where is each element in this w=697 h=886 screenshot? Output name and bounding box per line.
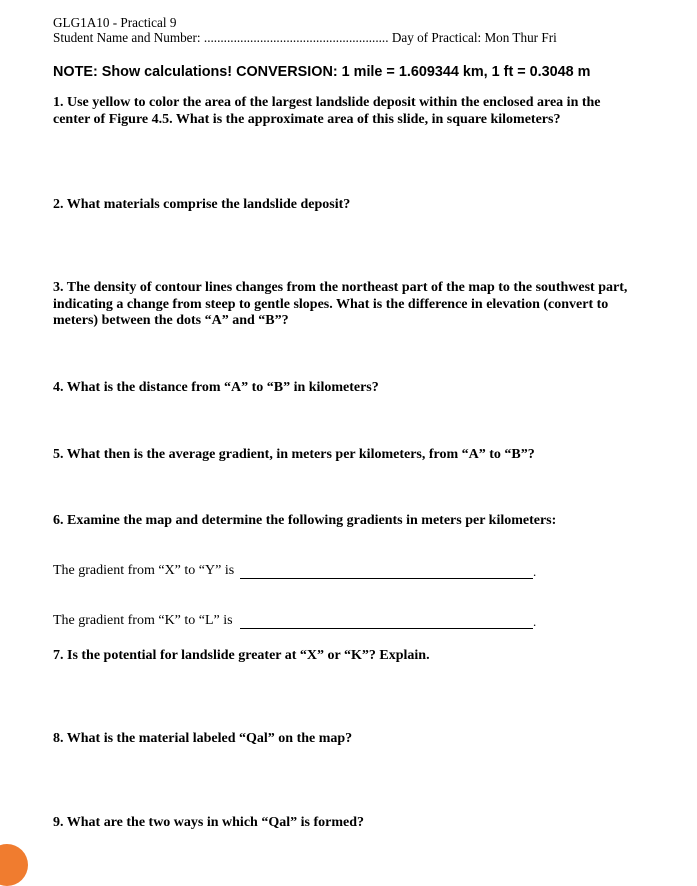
- question-4: 4. What is the distance from “A” to “B” in kilometers?: [53, 380, 379, 395]
- question-7: 7. Is the potential for landslide greater at “X” or “K”? Explain.: [53, 648, 430, 663]
- question-2: 2. What materials comprise the landslide deposit?: [53, 197, 351, 212]
- question-1: 1. Use yellow to color the area of the largest landslide deposit within the enclosed area in the center of Figure 4.5. What is the approximate area of this slide, in square kilometers?: [53, 95, 601, 127]
- question-3: 3. The density of contour lines changes from the northeast part of the map to the southwest part, indicating a change from steep to gentle slopes. What is the difference in elevation (convert to meters) between the dots “A” and “B”?: [53, 280, 628, 328]
- gradient-kl-period: .: [533, 614, 537, 629]
- gradient-kl-answer-line[interactable]: [240, 628, 533, 629]
- student-name-label: Student Name and Number:: [53, 30, 204, 45]
- student-line: [53, 30, 557, 45]
- question-6: 6. Examine the map and determine the following gradients in meters per kilometers:: [53, 513, 557, 528]
- gradient-xy-label: The gradient from “X” to “Y” is: [53, 563, 235, 578]
- course-title: GLG1A10 - Practical 9: [53, 15, 177, 30]
- conversion-note: NOTE: Show calculations! CONVERSION: 1 mile = 1.609344 km, 1 ft = 0.3048 m: [53, 64, 591, 80]
- corner-accent-circle: [0, 844, 28, 886]
- gradient-xy-answer-line[interactable]: [240, 578, 533, 579]
- question-9: 9. What are the two ways in which “Qal” is formed?: [53, 815, 364, 830]
- student-name-blank: ........................................................: [203, 30, 389, 45]
- question-8: 8. What is the material labeled “Qal” on the map?: [53, 731, 353, 746]
- gradient-kl-label: The gradient from “K” to “L” is: [53, 613, 233, 628]
- question-5: 5. What then is the average gradient, in meters per kilometers, from “A” to “B”?: [53, 447, 535, 462]
- gradient-xy-period: .: [533, 564, 537, 579]
- day-of-practical: Day of Practical: Mon Thur Fri: [388, 30, 557, 45]
